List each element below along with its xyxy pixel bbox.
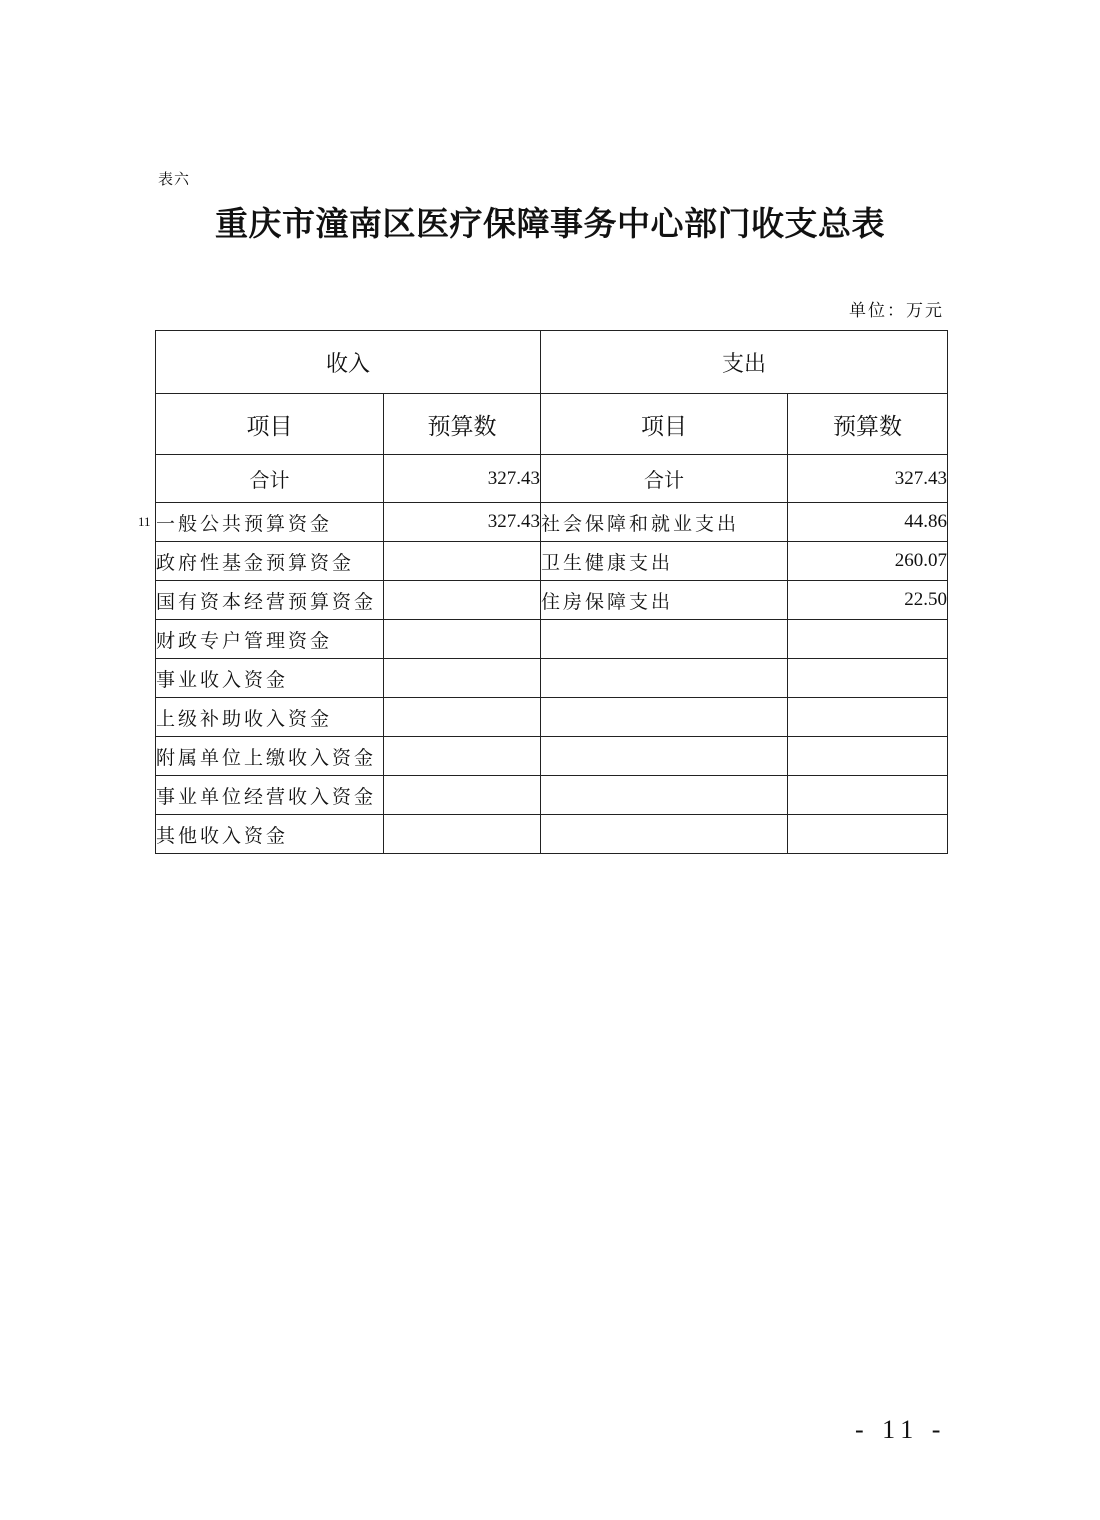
table-row (156, 737, 948, 776)
table-row (156, 620, 948, 659)
income-item-cell: 政府性基金预算资金 (156, 542, 384, 581)
expense-item-cell (541, 776, 788, 815)
income-value-cell (384, 542, 541, 581)
expense-item-cell (541, 698, 788, 737)
table-row (156, 815, 948, 854)
income-item-cell: 其他收入资金 (156, 815, 384, 854)
income-expense-table (138, 330, 948, 854)
expense-value-cell (788, 659, 948, 698)
table-row (156, 776, 948, 815)
expense-value-cell (788, 815, 948, 854)
total-row (156, 455, 948, 503)
income-total-value: 327.43 (384, 455, 541, 503)
table-row (156, 581, 948, 620)
expense-value-cell (788, 620, 948, 659)
income-value-cell (384, 620, 541, 659)
expense-value-cell: 260.07 (788, 542, 948, 581)
expense-item-cell: 社会保障和就业支出 (541, 503, 788, 542)
expense-header: 支出 (541, 331, 948, 394)
income-item-text: 一般公共预算资金 (156, 512, 333, 535)
column-header-row (156, 394, 948, 455)
table-row (156, 542, 948, 581)
income-item-cell: 事业单位经营收入资金 (156, 776, 384, 815)
section-header-row (156, 331, 948, 394)
income-total-label: 合计 (156, 455, 384, 503)
expense-value-cell (788, 698, 948, 737)
income-item-cell: 上级补助收入资金 (156, 698, 384, 737)
expense-value-cell: 44.86 (788, 503, 948, 542)
table-row (156, 698, 948, 737)
income-item-header: 项目 (156, 394, 384, 455)
income-value-cell (384, 737, 541, 776)
page-title: 重庆市潼南区医疗保障事务中心部门收支总表 (215, 204, 885, 243)
expense-item-cell (541, 815, 788, 854)
income-value-cell (384, 659, 541, 698)
expense-item-cell (541, 737, 788, 776)
expense-value-cell (788, 776, 948, 815)
expense-value-cell: 22.50 (788, 581, 948, 620)
income-item-cell: 事业收入资金 (156, 659, 384, 698)
expense-budget-header: 预算数 (788, 394, 948, 455)
unit-label: 单位：万元 (849, 301, 944, 321)
expense-total-label: 合计 (541, 455, 788, 503)
expense-item-cell: 住房保障支出 (541, 581, 788, 620)
income-budget-header: 预算数 (384, 394, 541, 455)
income-value-cell (384, 815, 541, 854)
expense-item-cell: 卫生健康支出 (541, 542, 788, 581)
income-value-cell (384, 581, 541, 620)
expense-item-cell (541, 659, 788, 698)
expense-value-cell (788, 737, 948, 776)
income-item-cell: 国有资本经营预算资金 (156, 581, 384, 620)
income-item-cell (138, 503, 384, 542)
income-header: 收入 (156, 331, 541, 394)
expense-item-header: 项目 (541, 394, 788, 455)
income-value-cell: 327.43 (384, 503, 541, 542)
income-item-cell: 财政专户管理资金 (156, 620, 384, 659)
income-item-cell: 附属单位上缴收入资金 (156, 737, 384, 776)
income-value-cell (384, 776, 541, 815)
expense-item-cell (541, 620, 788, 659)
page-number: - 11 - (855, 1415, 947, 1444)
table-label: 表六 (158, 170, 191, 188)
row-marker: 11 (138, 514, 151, 529)
income-value-cell (384, 698, 541, 737)
table-row (156, 503, 948, 542)
table-row (156, 659, 948, 698)
expense-total-value: 327.43 (788, 455, 948, 503)
